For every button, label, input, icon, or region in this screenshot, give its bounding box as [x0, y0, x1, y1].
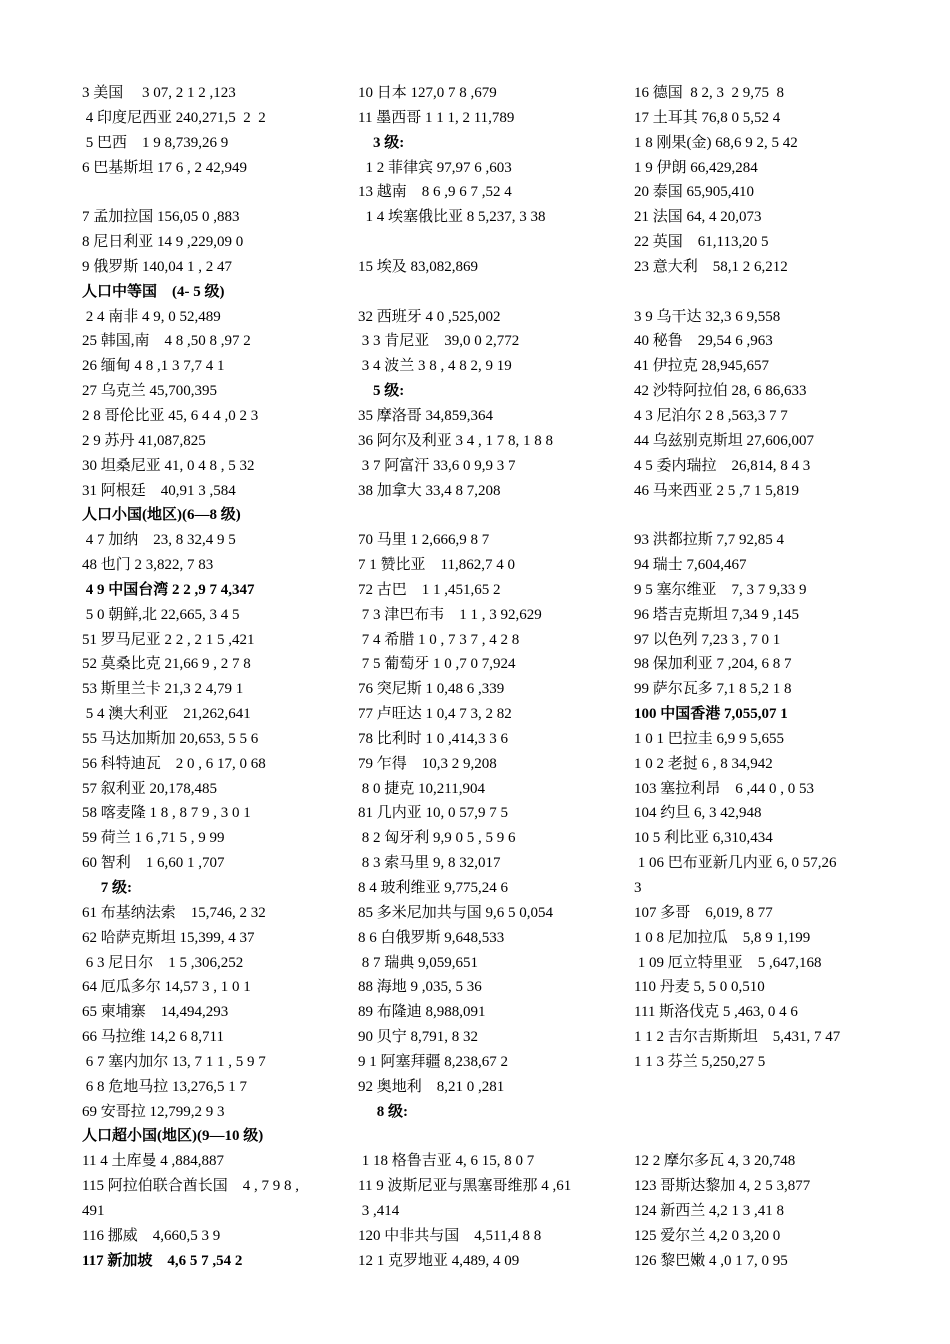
section-heading: 人口小国(地区)(6—8 级) — [82, 507, 241, 524]
country-entry: 1 8 刚果(金) 68,6 9 2, 5 42 — [634, 134, 798, 151]
country-entry: 13 越南 8 6 ,9 6 7 ,52 4 — [358, 184, 512, 201]
country-entry: 120 中非共与国 4,511,4 8 8 — [358, 1227, 542, 1244]
document-page — [82, 81, 902, 1274]
country-entry: 1 18 格鲁吉亚 4, 6 15, 8 0 7 — [358, 1153, 535, 1170]
country-entry: 10 5 利比亚 6,310,434 — [634, 830, 773, 847]
country-entry: 3 — [634, 880, 642, 896]
document-row — [82, 603, 902, 628]
country-entry: 1 0 1 巴拉圭 6,9 9 5,655 — [634, 730, 785, 747]
country-entry: 1 2 菲律宾 97,97 6 ,603 — [358, 159, 512, 176]
country-entry: 7 孟加拉国 156,05 0 ,883 — [82, 209, 240, 226]
country-entry: 38 加拿大 33,4 8 7,208 — [358, 482, 501, 499]
country-entry: 124 新西兰 4,2 1 3 ,41 8 — [634, 1202, 785, 1219]
country-entry: 3 4 波兰 3 8 , 4 8 2, 9 19 — [358, 358, 512, 375]
country-entry: 61 布基纳法索 15,746, 2 32 — [82, 904, 266, 921]
country-entry — [634, 1100, 902, 1125]
document-row — [82, 379, 902, 404]
country-entry: 1 9 伊朗 66,429,284 — [634, 159, 758, 176]
country-entry: 69 安哥拉 12,799,2 9 3 — [82, 1103, 225, 1120]
country-entry: 116 挪威 4,660,5 3 9 — [82, 1227, 221, 1244]
country-entry: 8 级: — [358, 1103, 408, 1120]
document-row — [82, 752, 902, 777]
country-entry: 491 — [82, 1202, 105, 1219]
country-entry: 23 意大利 58,1 2 6,212 — [634, 258, 788, 275]
country-entry: 97 以色列 7,23 3 , 7 0 1 — [634, 631, 781, 648]
country-entry: 4 7 加纳 23, 8 32,4 9 5 — [82, 532, 236, 549]
document-row — [82, 851, 902, 876]
document-row — [82, 131, 902, 156]
country-entry: 31 阿根廷 40,91 3 ,584 — [82, 482, 236, 499]
country-entry: 15 埃及 83,082,869 — [358, 258, 479, 275]
country-entry: 6 巴基斯坦 17 6 , 2 42,949 — [82, 159, 248, 176]
document-row — [82, 255, 902, 280]
document-row — [82, 404, 902, 429]
country-entry: 3 美国 3 07, 2 1 2 ,123 — [82, 85, 236, 101]
country-entry: 60 智利 1 6,60 1 ,707 — [82, 855, 225, 872]
country-entry: 8 7 瑞典 9,059,651 — [358, 954, 479, 971]
country-entry: 7 5 葡萄牙 1 0 ,7 0 7,924 — [358, 656, 516, 673]
country-entry: 36 阿尔及利亚 3 4 , 1 7 8, 1 8 8 — [358, 432, 554, 449]
document-row — [82, 553, 902, 578]
document-row — [82, 876, 902, 901]
document-row — [82, 205, 902, 230]
country-entry: 6 8 危地马拉 13,276,5 1 7 — [82, 1078, 248, 1095]
country-entry: 8 2 匈牙利 9,9 0 5 , 5 9 6 — [358, 830, 516, 847]
country-entry: 100 中国香港 7,055,07 1 — [634, 706, 788, 723]
country-entry: 51 罗马尼亚 2 2 , 2 1 5 ,421 — [82, 631, 255, 648]
country-entry: 3 级: — [358, 134, 405, 151]
document-row — [82, 329, 902, 354]
country-entry: 2 8 哥伦比亚 45, 6 4 4 ,0 2 3 — [82, 407, 259, 424]
country-entry: 58 喀麦隆 1 8 , 8 7 9 , 3 0 1 — [82, 805, 251, 822]
country-entry: 11 4 土库曼 4 ,884,887 — [82, 1153, 224, 1170]
document-row — [82, 1249, 902, 1274]
country-entry: 12 1 克罗地亚 4,489, 4 09 — [358, 1252, 520, 1269]
country-entry: 98 保加利亚 7 ,204, 6 8 7 — [634, 656, 792, 673]
document-row — [82, 1050, 902, 1075]
country-entry: 6 7 塞内加尔 13, 7 1 1 , 5 9 7 — [82, 1053, 266, 1070]
country-entry: 3 ,414 — [358, 1202, 400, 1219]
country-entry: 59 荷兰 1 6 ,71 5 , 9 99 — [82, 830, 225, 847]
country-entry: 32 西班牙 4 0 ,525,002 — [358, 308, 501, 325]
document-row — [82, 1224, 902, 1249]
country-entry — [358, 230, 634, 255]
document-row — [82, 702, 902, 727]
country-entry: 7 级: — [82, 880, 132, 896]
document-row — [82, 479, 902, 504]
country-entry: 9 俄罗斯 140,04 1 , 2 47 — [82, 258, 233, 275]
country-entry: 1 1 2 吉尔吉斯斯坦 5,431, 7 47 — [634, 1029, 841, 1046]
country-entry: 40 秘鲁 29,54 6 ,963 — [634, 333, 773, 350]
country-entry: 94 瑞士 7,604,467 — [634, 557, 747, 574]
country-entry: 35 摩洛哥 34,859,364 — [358, 407, 494, 424]
country-entry: 103 塞拉利昂 6 ,44 0 , 0 53 — [634, 780, 815, 797]
country-entry: 85 多米尼加共与国 9,6 5 0,054 — [358, 904, 554, 921]
country-entry: 123 哥斯达黎加 4, 2 5 3,877 — [634, 1178, 811, 1195]
document-row — [82, 801, 902, 826]
country-entry: 8 6 白俄罗斯 9,648,533 — [358, 929, 505, 946]
country-entry: 65 柬埔寨 14,494,293 — [82, 1004, 229, 1021]
country-entry: 79 乍得 10,3 2 9,208 — [358, 755, 497, 772]
country-entry: 42 沙特阿拉伯 28, 6 86,633 — [634, 383, 807, 400]
country-entry: 72 古巴 1 1 ,451,65 2 — [358, 581, 501, 598]
country-entry — [82, 180, 358, 205]
document-row — [82, 1149, 902, 1174]
country-entry: 22 英国 61,113,20 5 — [634, 234, 769, 251]
country-entry: 117 新加坡 4,6 5 7 ,54 2 — [82, 1252, 243, 1269]
country-entry: 7 4 希腊 1 0 , 7 3 7 , 4 2 8 — [358, 631, 520, 648]
country-entry: 62 哈萨克斯坦 15,399, 4 37 — [82, 929, 255, 946]
country-entry: 3 9 乌干达 32,3 6 9,558 — [634, 308, 781, 325]
document-row — [82, 727, 902, 752]
country-entry: 1 1 3 芬兰 5,250,27 5 — [634, 1053, 766, 1070]
country-entry: 27 乌克兰 45,700,395 — [82, 383, 218, 400]
country-entry: 12 2 摩尔多瓦 4, 3 20,748 — [634, 1153, 796, 1170]
country-entry: 6 3 尼日尔 1 5 ,306,252 — [82, 954, 244, 971]
document-row — [82, 826, 902, 851]
country-entry: 5 4 澳大利亚 21,262,641 — [82, 706, 251, 723]
country-entry: 5 0 朝鲜,北 22,665, 3 4 5 — [82, 606, 240, 623]
document-row — [82, 230, 902, 255]
document-row — [82, 156, 902, 181]
country-entry — [634, 1075, 902, 1100]
document-row — [82, 454, 902, 479]
section-heading: 人口中等国 (4- 5 级) — [82, 283, 225, 300]
document-row — [82, 975, 902, 1000]
country-entry: 11 9 波斯尼亚与黑塞哥维那 4 ,61 — [358, 1178, 572, 1195]
country-entry: 64 厄瓜多尔 14,57 3 , 1 0 1 — [82, 979, 251, 996]
document-row — [82, 180, 902, 205]
country-entry: 77 卢旺达 1 0,4 7 3, 2 82 — [358, 706, 512, 723]
country-entry: 66 马拉维 14,2 6 8,711 — [82, 1029, 224, 1046]
country-entry: 104 约旦 6, 3 42,948 — [634, 805, 762, 822]
country-entry: 107 多哥 6,019, 8 77 — [634, 904, 773, 921]
country-entry: 2 9 苏丹 41,087,825 — [82, 432, 206, 449]
country-entry: 93 洪都拉斯 7,7 92,85 4 — [634, 532, 785, 549]
country-entry: 92 奥地利 8,21 0 ,281 — [358, 1078, 505, 1095]
country-entry: 90 贝宁 8,791, 8 32 — [358, 1029, 479, 1046]
country-entry: 10 日本 127,0 7 8 ,679 — [358, 85, 497, 101]
country-entry: 4 9 中国台湾 2 2 ,9 7 4,347 — [82, 581, 255, 598]
country-entry: 7 1 赞比亚 11,862,7 4 0 — [358, 557, 515, 574]
country-entry: 11 墨西哥 1 1 1, 2 11,789 — [358, 109, 515, 126]
country-entry: 1 0 8 尼加拉瓜 5,8 9 1,199 — [634, 929, 811, 946]
country-entry: 30 坦桑尼亚 41, 0 4 8 , 5 32 — [82, 457, 255, 474]
country-entry: 8 4 玻利维亚 9,775,24 6 — [358, 880, 509, 896]
country-entry: 88 海地 9 ,035, 5 36 — [358, 979, 482, 996]
country-entry: 8 3 索马里 9, 8 32,017 — [358, 855, 501, 872]
country-entry: 99 萨尔瓦多 7,1 8 5,2 1 8 — [634, 681, 792, 698]
document-row — [82, 1100, 902, 1125]
country-entry: 44 乌兹别克斯坦 27,606,007 — [634, 432, 815, 449]
country-entry: 7 3 津巴布韦 1 1 , 3 92,629 — [358, 606, 542, 623]
country-entry: 125 爱尔兰 4,2 0 3,20 0 — [634, 1227, 781, 1244]
country-entry: 41 伊拉克 28,945,657 — [634, 358, 770, 375]
country-entry: 3 3 肯尼亚 39,0 0 2,772 — [358, 333, 520, 350]
country-entry: 2 4 南非 4 9, 0 52,489 — [82, 308, 221, 325]
document-row — [82, 1199, 902, 1224]
country-entry: 1 0 2 老挝 6 , 8 34,942 — [634, 755, 773, 772]
country-entry: 5 级: — [358, 383, 405, 400]
country-entry: 20 泰国 65,905,410 — [634, 184, 755, 201]
country-entry: 8 0 捷克 10,211,904 — [358, 780, 485, 797]
document-row — [82, 1075, 902, 1100]
document-row — [82, 429, 902, 454]
country-entry: 26 缅甸 4 8 ,1 3 7,7 4 1 — [82, 358, 225, 375]
country-entry: 111 斯洛伐克 5 ,463, 0 4 6 — [634, 1004, 798, 1021]
document-row — [82, 528, 902, 553]
country-entry: 9 5 塞尔维亚 7, 3 7 9,33 9 — [634, 581, 807, 598]
section-heading: 人口超小国(地区)(9—10 级) — [82, 1128, 264, 1145]
document-row — [82, 1025, 902, 1050]
document-row — [82, 1174, 902, 1199]
country-entry: 1 09 厄立特里亚 5 ,647,168 — [634, 954, 822, 971]
country-entry: 115 阿拉伯联合酋长国 4 , 7 9 8 , — [82, 1178, 299, 1195]
country-entry: 4 印度尼西亚 240,271,5 2 2 — [82, 109, 266, 126]
document-row — [82, 1000, 902, 1025]
country-entry: 1 4 埃塞俄比亚 8 5,237, 3 38 — [358, 209, 546, 226]
document-row — [82, 354, 902, 379]
document-row — [82, 652, 902, 677]
country-entry: 4 3 尼泊尔 2 8 ,563,3 7 7 — [634, 407, 788, 424]
country-entry: 57 叙利亚 20,178,485 — [82, 780, 218, 797]
country-entry: 53 斯里兰卡 21,3 2 4,79 1 — [82, 681, 244, 698]
country-entry: 5 巴西 1 9 8,739,26 9 — [82, 134, 229, 151]
country-entry: 96 塔吉克斯坦 7,34 9 ,145 — [634, 606, 800, 623]
document-row — [82, 305, 902, 330]
country-entry: 46 马来西亚 2 5 ,7 1 5,819 — [634, 482, 800, 499]
country-entry: 78 比利时 1 0 ,414,3 3 6 — [358, 730, 509, 747]
document-row — [82, 81, 902, 106]
country-entry: 1 06 巴布亚新几内亚 6, 0 57,26 — [634, 855, 837, 872]
country-entry: 89 布隆迪 8,988,091 — [358, 1004, 486, 1021]
country-entry: 17 土耳其 76,8 0 5,52 4 — [634, 109, 781, 126]
country-entry: 4 5 委内瑞拉 26,814, 8 4 3 — [634, 457, 811, 474]
country-entry: 56 科特迪瓦 2 0 , 6 17, 0 68 — [82, 755, 266, 772]
document-row — [82, 926, 902, 951]
country-entry: 70 马里 1 2,666,9 8 7 — [358, 532, 490, 549]
document-row — [82, 578, 902, 603]
document-row — [82, 106, 902, 131]
country-entry: 48 也门 2 3,822, 7 83 — [82, 557, 214, 574]
country-entry: 8 尼日利亚 14 9 ,229,09 0 — [82, 234, 244, 251]
country-entry: 76 突尼斯 1 0,48 6 ,339 — [358, 681, 505, 698]
country-entry: 81 几内亚 10, 0 57,9 7 5 — [358, 805, 509, 822]
country-entry: 21 法国 64, 4 20,073 — [634, 209, 762, 226]
document-row — [82, 677, 902, 702]
document-row — [82, 951, 902, 976]
document-row — [82, 777, 902, 802]
country-entry: 25 韩国,南 4 8 ,50 8 ,97 2 — [82, 333, 251, 350]
country-entry: 9 1 阿塞拜疆 8,238,67 2 — [358, 1053, 509, 1070]
country-entry: 52 莫桑比克 21,66 9 , 2 7 8 — [82, 656, 251, 673]
country-entry: 55 马达加斯加 20,653, 5 5 6 — [82, 730, 259, 747]
document-row — [82, 901, 902, 926]
country-entry: 126 黎巴嫩 4 ,0 1 7, 0 95 — [634, 1252, 788, 1269]
document-row — [82, 628, 902, 653]
country-entry: 110 丹麦 5, 5 0 0,510 — [634, 979, 765, 996]
country-entry: 3 7 阿富汗 33,6 0 9,9 3 7 — [358, 457, 516, 474]
country-entry: 16 德国 8 2, 3 2 9,75 8 — [634, 85, 785, 101]
